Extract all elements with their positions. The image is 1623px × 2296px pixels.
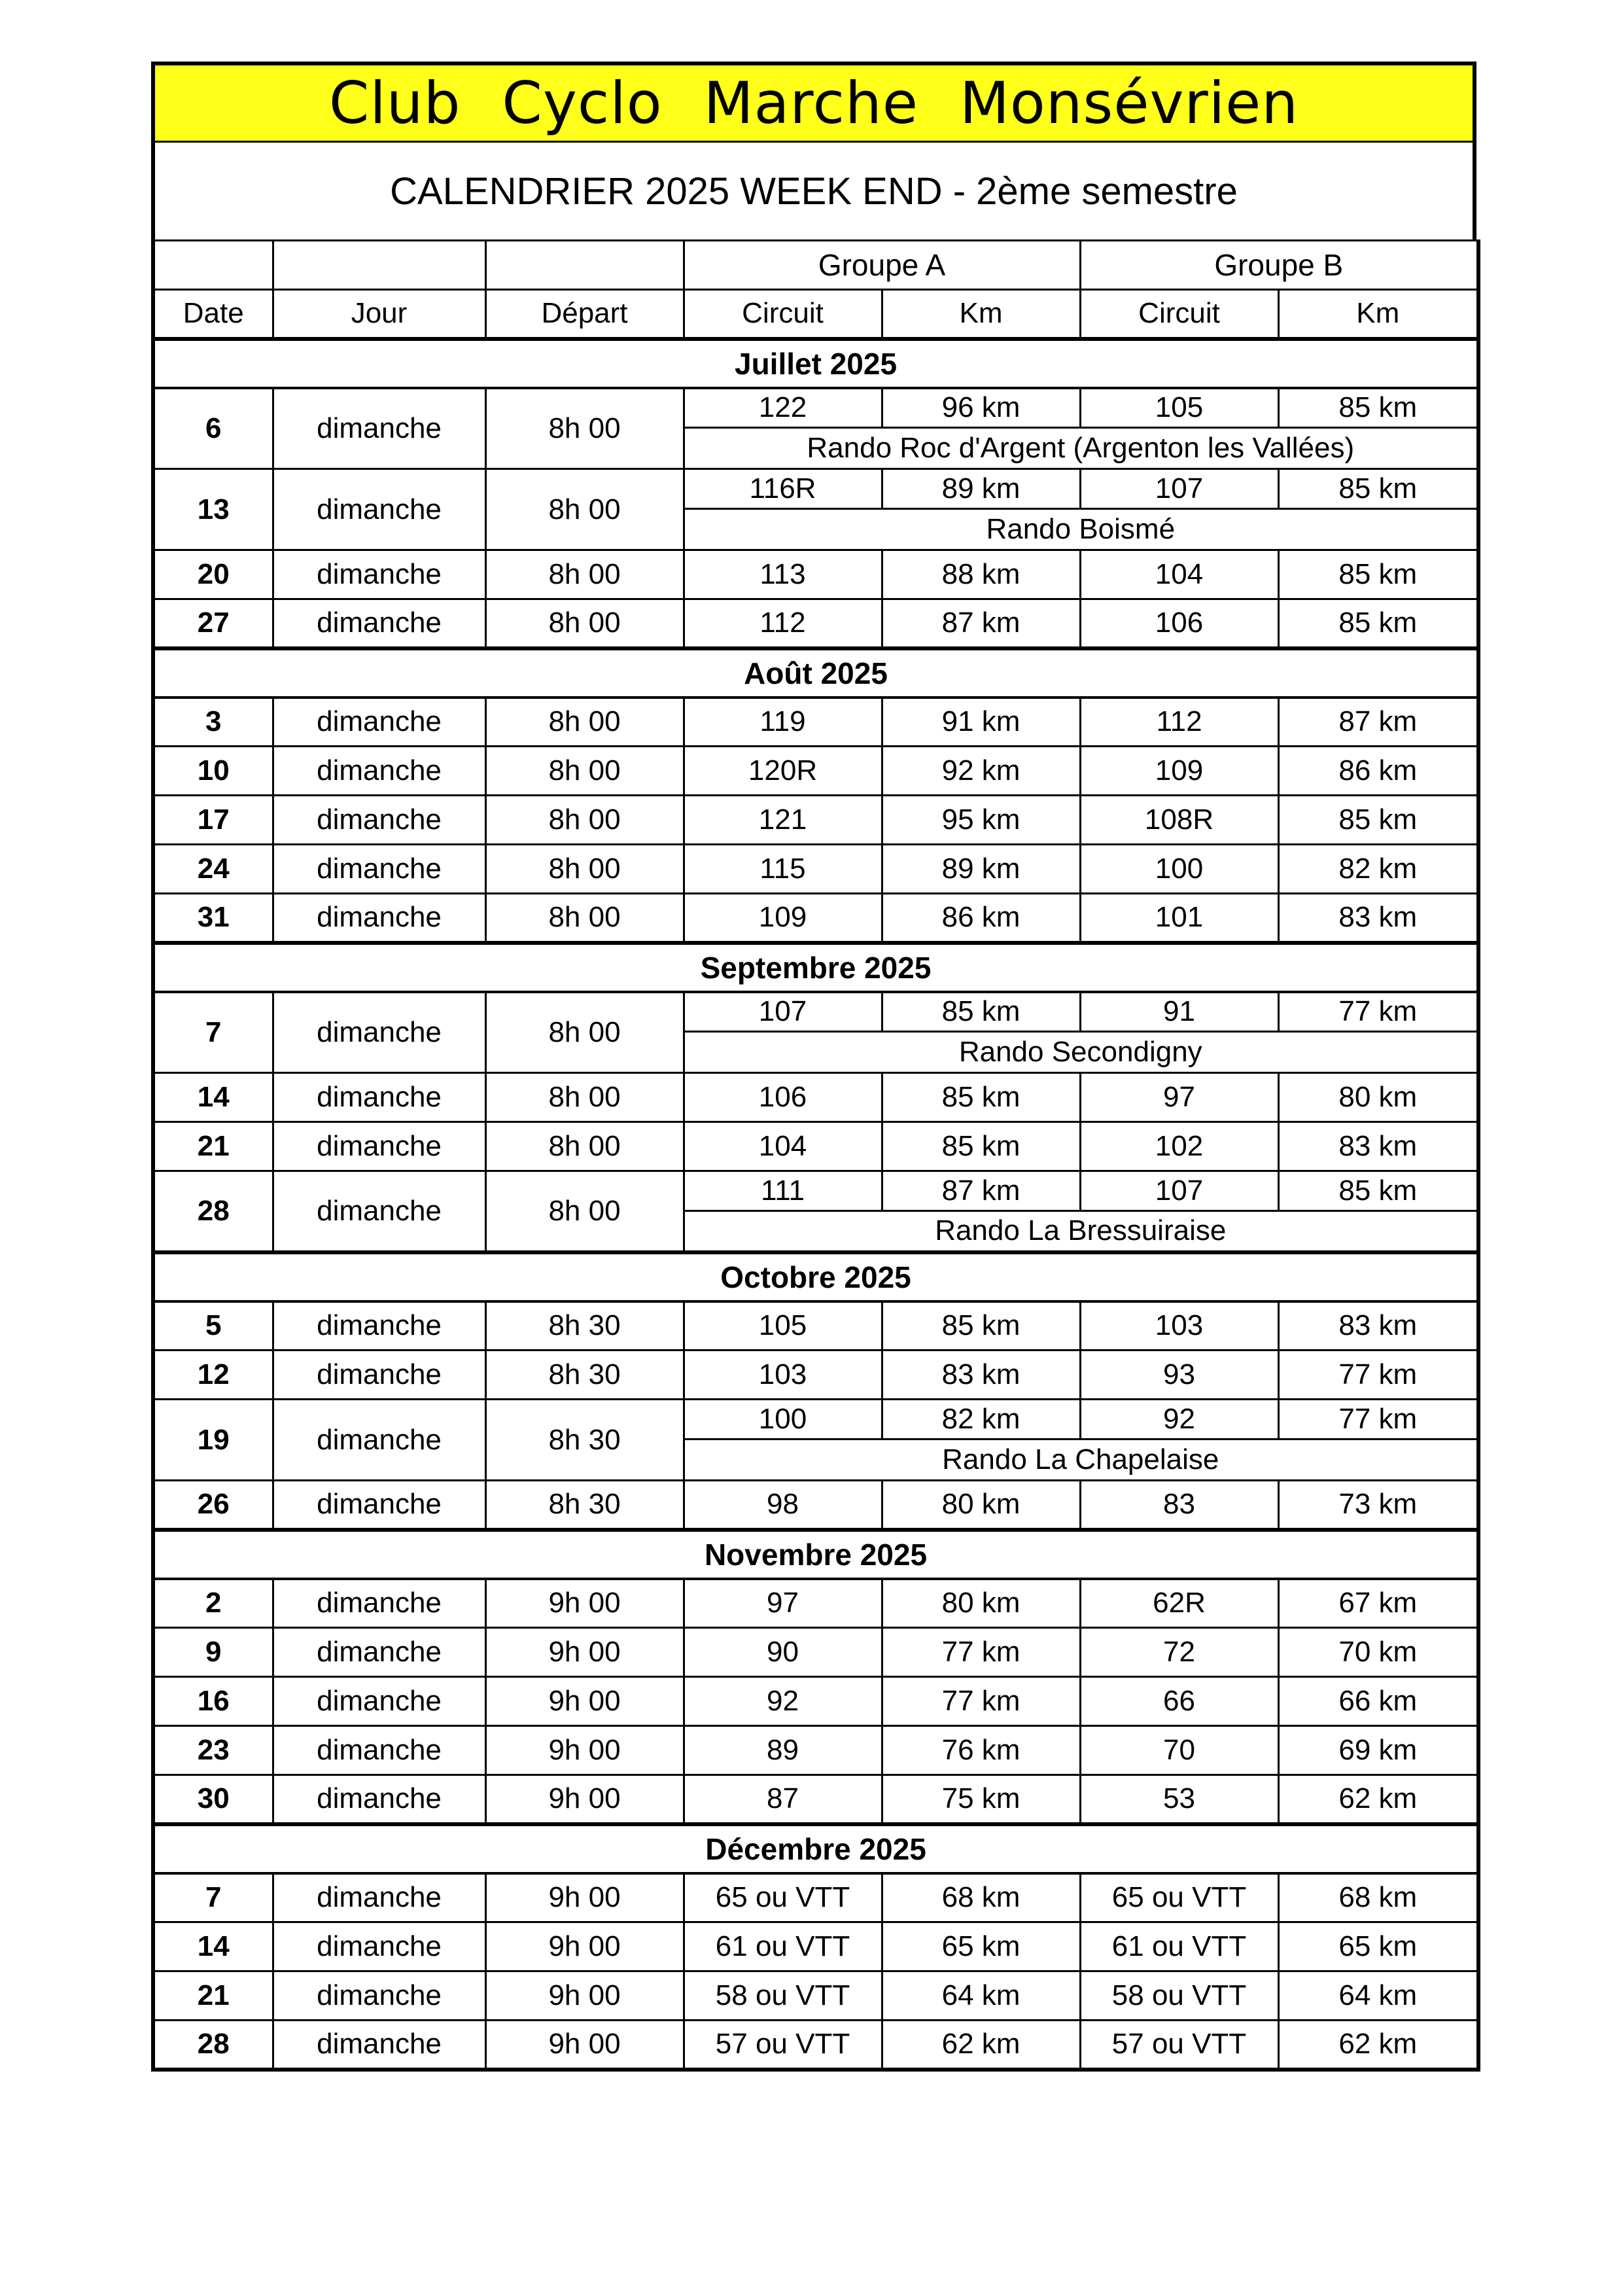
month-title: Juillet 2025: [153, 339, 1478, 388]
ride-departure-time: 8h 00: [485, 845, 684, 894]
month-header-row: [153, 943, 1478, 992]
ride-row: [153, 1775, 1478, 1824]
ride-day: dimanche: [273, 1628, 485, 1677]
circuit-b: 103: [1080, 1301, 1278, 1351]
circuit-a: 89: [684, 1726, 882, 1775]
ride-row: [153, 550, 1478, 599]
ride-departure-time: 8h 00: [485, 388, 684, 469]
ride-day: dimanche: [273, 1301, 485, 1351]
month-title: Août 2025: [153, 648, 1478, 698]
ride-row: [153, 2021, 1478, 2070]
km-a: 89 km: [882, 845, 1080, 894]
ride-day: dimanche: [273, 1073, 485, 1122]
rando-note: Rando Secondigny: [684, 1032, 1478, 1073]
circuit-a: 58 ou VTT: [684, 1971, 882, 2021]
km-a-header: Km: [882, 290, 1080, 339]
ride-date: 12: [153, 1351, 273, 1400]
km-b: 64 km: [1278, 1971, 1478, 2021]
group-header-row: [153, 241, 1478, 290]
circuit-b: 70: [1080, 1726, 1278, 1775]
group-b-header: Groupe B: [1080, 241, 1478, 290]
month-header-row: [153, 339, 1478, 388]
km-a: 85 km: [882, 1073, 1080, 1122]
ride-row: [153, 1301, 1478, 1351]
km-b: 85 km: [1278, 599, 1478, 648]
circuit-a: 100: [684, 1400, 882, 1439]
ride-day: dimanche: [273, 747, 485, 796]
circuit-b: 107: [1080, 1171, 1278, 1211]
ride-date: 31: [153, 894, 273, 943]
circuit-b: 100: [1080, 845, 1278, 894]
ride-row: [153, 992, 1478, 1032]
circuit-a: 106: [684, 1073, 882, 1122]
ride-row: [153, 1971, 1478, 2021]
ride-departure-time: 8h 00: [485, 469, 684, 550]
km-a: 75 km: [882, 1775, 1080, 1824]
depart-header: Départ: [485, 290, 684, 339]
circuit-a: 92: [684, 1677, 882, 1726]
ride-departure-time: 9h 00: [485, 1922, 684, 1971]
ride-date: 21: [153, 1971, 273, 2021]
circuit-a: 120R: [684, 747, 882, 796]
circuit-a: 87: [684, 1775, 882, 1824]
ride-day: dimanche: [273, 1677, 485, 1726]
km-b: 77 km: [1278, 992, 1478, 1032]
circuit-a: 57 ou VTT: [684, 2021, 882, 2070]
ride-departure-time: 9h 00: [485, 2021, 684, 2070]
ride-day: dimanche: [273, 1400, 485, 1481]
ride-day: dimanche: [273, 1171, 485, 1252]
circuit-a: 97: [684, 1579, 882, 1628]
ride-row: [153, 1579, 1478, 1628]
km-b: 62 km: [1278, 1775, 1478, 1824]
calendar-subtitle: [151, 143, 1476, 239]
circuit-b: 65 ou VTT: [1080, 1873, 1278, 1922]
column-header-row: [153, 290, 1478, 339]
ride-departure-time: 8h 00: [485, 1073, 684, 1122]
rando-note: Rando Roc d'Argent (Argenton les Vallées): [684, 428, 1478, 469]
circuit-b: 66: [1080, 1677, 1278, 1726]
circuit-b: 92: [1080, 1400, 1278, 1439]
ride-date: 26: [153, 1481, 273, 1530]
km-a: 91 km: [882, 698, 1080, 747]
km-b: 65 km: [1278, 1922, 1478, 1971]
circuit-a: 112: [684, 599, 882, 648]
circuit-b-header: Circuit: [1080, 290, 1278, 339]
km-b: 73 km: [1278, 1481, 1478, 1530]
circuit-b: 101: [1080, 894, 1278, 943]
rando-note: Rando Boismé: [684, 509, 1478, 550]
ride-row: [153, 1171, 1478, 1211]
ride-date: 3: [153, 698, 273, 747]
ride-day: dimanche: [273, 1971, 485, 2021]
ride-date: 7: [153, 1873, 273, 1922]
ride-departure-time: 8h 00: [485, 698, 684, 747]
circuit-b: 53: [1080, 1775, 1278, 1824]
ride-day: dimanche: [273, 1481, 485, 1530]
circuit-a: 113: [684, 550, 882, 599]
circuit-a: 122: [684, 388, 882, 428]
circuit-a: 65 ou VTT: [684, 1873, 882, 1922]
ride-date: 16: [153, 1677, 273, 1726]
ride-row: [153, 1677, 1478, 1726]
ride-departure-time: 8h 00: [485, 796, 684, 845]
km-b: 62 km: [1278, 2021, 1478, 2070]
ride-date: 24: [153, 845, 273, 894]
km-a: 86 km: [882, 894, 1080, 943]
circuit-b: 102: [1080, 1122, 1278, 1171]
ride-departure-time: 8h 00: [485, 550, 684, 599]
ride-row: [153, 1922, 1478, 1971]
circuit-a: 116R: [684, 469, 882, 509]
ride-departure-time: 8h 00: [485, 1122, 684, 1171]
circuit-a: 105: [684, 1301, 882, 1351]
km-b: 66 km: [1278, 1677, 1478, 1726]
circuit-b: 109: [1080, 747, 1278, 796]
ride-date: 21: [153, 1122, 273, 1171]
ride-day: dimanche: [273, 1122, 485, 1171]
ride-date: 30: [153, 1775, 273, 1824]
ride-row: [153, 1873, 1478, 1922]
ride-departure-time: 9h 00: [485, 1971, 684, 2021]
km-b: 87 km: [1278, 698, 1478, 747]
ride-day: dimanche: [273, 550, 485, 599]
km-a: 89 km: [882, 469, 1080, 509]
km-b: 77 km: [1278, 1351, 1478, 1400]
circuit-a: 103: [684, 1351, 882, 1400]
ride-day: dimanche: [273, 1775, 485, 1824]
km-a: 62 km: [882, 2021, 1080, 2070]
club-title: Club Cyclo Marche Monsévrien: [328, 69, 1299, 137]
circuit-a: 107: [684, 992, 882, 1032]
circuit-a: 98: [684, 1481, 882, 1530]
rando-note: Rando La Bressuiraise: [684, 1211, 1478, 1252]
ride-departure-time: 9h 00: [485, 1579, 684, 1628]
ride-row: [153, 747, 1478, 796]
month-header-row: [153, 648, 1478, 698]
month-title: Décembre 2025: [153, 1824, 1478, 1873]
ride-date: 6: [153, 388, 273, 469]
circuit-b: 93: [1080, 1351, 1278, 1400]
ride-departure-time: 8h 30: [485, 1481, 684, 1530]
circuit-a: 61 ou VTT: [684, 1922, 882, 1971]
month-header-row: [153, 1824, 1478, 1873]
km-a: 80 km: [882, 1579, 1080, 1628]
km-a: 87 km: [882, 599, 1080, 648]
month-title: Novembre 2025: [153, 1530, 1478, 1579]
circuit-a: 109: [684, 894, 882, 943]
ride-row: [153, 1726, 1478, 1775]
ride-date: 19: [153, 1400, 273, 1481]
ride-row: [153, 698, 1478, 747]
km-a: 65 km: [882, 1922, 1080, 1971]
km-a: 82 km: [882, 1400, 1080, 1439]
ride-row: [153, 845, 1478, 894]
km-b: 68 km: [1278, 1873, 1478, 1922]
ride-departure-time: 9h 00: [485, 1726, 684, 1775]
circuit-a: 121: [684, 796, 882, 845]
km-a: 77 km: [882, 1628, 1080, 1677]
ride-departure-time: 8h 00: [485, 992, 684, 1073]
ride-row: [153, 388, 1478, 428]
ride-row: [153, 1481, 1478, 1530]
km-b: 83 km: [1278, 1301, 1478, 1351]
circuit-b: 106: [1080, 599, 1278, 648]
km-b: 85 km: [1278, 469, 1478, 509]
km-a: 85 km: [882, 1122, 1080, 1171]
month-header-row: [153, 1530, 1478, 1579]
ride-row: [153, 1122, 1478, 1171]
ride-row: [153, 469, 1478, 509]
ride-date: 17: [153, 796, 273, 845]
ride-date: 10: [153, 747, 273, 796]
ride-day: dimanche: [273, 1873, 485, 1922]
km-a: 83 km: [882, 1351, 1080, 1400]
date-header: Date: [153, 290, 273, 339]
km-b: 85 km: [1278, 550, 1478, 599]
subtitle-text: CALENDRIER 2025 WEEK END - 2ème semestre: [390, 169, 1238, 213]
ride-departure-time: 8h 00: [485, 747, 684, 796]
rando-note: Rando La Chapelaise: [684, 1439, 1478, 1481]
ride-day: dimanche: [273, 1922, 485, 1971]
km-a: 76 km: [882, 1726, 1080, 1775]
ride-row: [153, 1628, 1478, 1677]
ride-departure-time: 8h 00: [485, 599, 684, 648]
ride-date: 27: [153, 599, 273, 648]
km-b: 69 km: [1278, 1726, 1478, 1775]
ride-day: dimanche: [273, 1579, 485, 1628]
circuit-b: 104: [1080, 550, 1278, 599]
km-a: 95 km: [882, 796, 1080, 845]
km-b: 82 km: [1278, 845, 1478, 894]
ride-date: 13: [153, 469, 273, 550]
ride-row: [153, 599, 1478, 648]
km-b: 83 km: [1278, 894, 1478, 943]
km-b: 80 km: [1278, 1073, 1478, 1122]
empty-header-cell: [485, 241, 684, 290]
ride-day: dimanche: [273, 796, 485, 845]
circuit-b: 83: [1080, 1481, 1278, 1530]
ride-date: 28: [153, 2021, 273, 2070]
ride-date: 20: [153, 550, 273, 599]
ride-departure-time: 8h 30: [485, 1400, 684, 1481]
circuit-a: 119: [684, 698, 882, 747]
km-a: 80 km: [882, 1481, 1080, 1530]
km-a: 87 km: [882, 1171, 1080, 1211]
km-a: 96 km: [882, 388, 1080, 428]
empty-header-cell: [153, 241, 273, 290]
ride-departure-time: 8h 30: [485, 1351, 684, 1400]
circuit-b: 61 ou VTT: [1080, 1922, 1278, 1971]
km-a: 85 km: [882, 1301, 1080, 1351]
jour-header: Jour: [273, 290, 485, 339]
circuit-b: 105: [1080, 388, 1278, 428]
ride-departure-time: 9h 00: [485, 1628, 684, 1677]
ride-date: 9: [153, 1628, 273, 1677]
calendar-sheet: [151, 62, 1476, 2072]
ride-day: dimanche: [273, 388, 485, 469]
ride-row: [153, 1073, 1478, 1122]
ride-date: 14: [153, 1922, 273, 1971]
ride-row: [153, 1400, 1478, 1439]
km-a: 64 km: [882, 1971, 1080, 2021]
ride-departure-time: 9h 00: [485, 1873, 684, 1922]
km-b: 77 km: [1278, 1400, 1478, 1439]
km-b: 85 km: [1278, 1171, 1478, 1211]
month-title: Septembre 2025: [153, 943, 1478, 992]
km-b: 70 km: [1278, 1628, 1478, 1677]
group-a-header: Groupe A: [684, 241, 1080, 290]
ride-date: 5: [153, 1301, 273, 1351]
ride-departure-time: 8h 30: [485, 1301, 684, 1351]
km-b: 83 km: [1278, 1122, 1478, 1171]
circuit-b: 97: [1080, 1073, 1278, 1122]
ride-departure-time: 8h 00: [485, 894, 684, 943]
circuit-a: 90: [684, 1628, 882, 1677]
ride-departure-time: 9h 00: [485, 1775, 684, 1824]
km-b-header: Km: [1278, 290, 1478, 339]
ride-row: [153, 1351, 1478, 1400]
circuit-b: 112: [1080, 698, 1278, 747]
circuit-b: 72: [1080, 1628, 1278, 1677]
ride-day: dimanche: [273, 894, 485, 943]
ride-day: dimanche: [273, 1726, 485, 1775]
circuit-b: 57 ou VTT: [1080, 2021, 1278, 2070]
km-b: 86 km: [1278, 747, 1478, 796]
ride-departure-time: 9h 00: [485, 1677, 684, 1726]
ride-date: 2: [153, 1579, 273, 1628]
km-a: 68 km: [882, 1873, 1080, 1922]
ride-row: [153, 796, 1478, 845]
circuit-b: 62R: [1080, 1579, 1278, 1628]
circuit-b: 107: [1080, 469, 1278, 509]
ride-day: dimanche: [273, 599, 485, 648]
circuit-a: 115: [684, 845, 882, 894]
club-title-banner: [151, 62, 1476, 143]
ride-day: dimanche: [273, 845, 485, 894]
ride-day: dimanche: [273, 1351, 485, 1400]
ride-row: [153, 894, 1478, 943]
ride-day: dimanche: [273, 992, 485, 1073]
calendar-table: [151, 239, 1480, 2072]
km-a: 85 km: [882, 992, 1080, 1032]
empty-header-cell: [273, 241, 485, 290]
ride-date: 7: [153, 992, 273, 1073]
ride-day: dimanche: [273, 469, 485, 550]
circuit-a: 104: [684, 1122, 882, 1171]
month-title: Octobre 2025: [153, 1252, 1478, 1301]
ride-date: 28: [153, 1171, 273, 1252]
km-a: 92 km: [882, 747, 1080, 796]
km-b: 85 km: [1278, 388, 1478, 428]
km-a: 88 km: [882, 550, 1080, 599]
circuit-a-header: Circuit: [684, 290, 882, 339]
ride-date: 14: [153, 1073, 273, 1122]
month-header-row: [153, 1252, 1478, 1301]
ride-day: dimanche: [273, 2021, 485, 2070]
km-a: 77 km: [882, 1677, 1080, 1726]
km-b: 67 km: [1278, 1579, 1478, 1628]
circuit-b: 91: [1080, 992, 1278, 1032]
km-b: 85 km: [1278, 796, 1478, 845]
circuit-b: 108R: [1080, 796, 1278, 845]
ride-departure-time: 8h 00: [485, 1171, 684, 1252]
ride-date: 23: [153, 1726, 273, 1775]
circuit-a: 111: [684, 1171, 882, 1211]
ride-day: dimanche: [273, 698, 485, 747]
circuit-b: 58 ou VTT: [1080, 1971, 1278, 2021]
